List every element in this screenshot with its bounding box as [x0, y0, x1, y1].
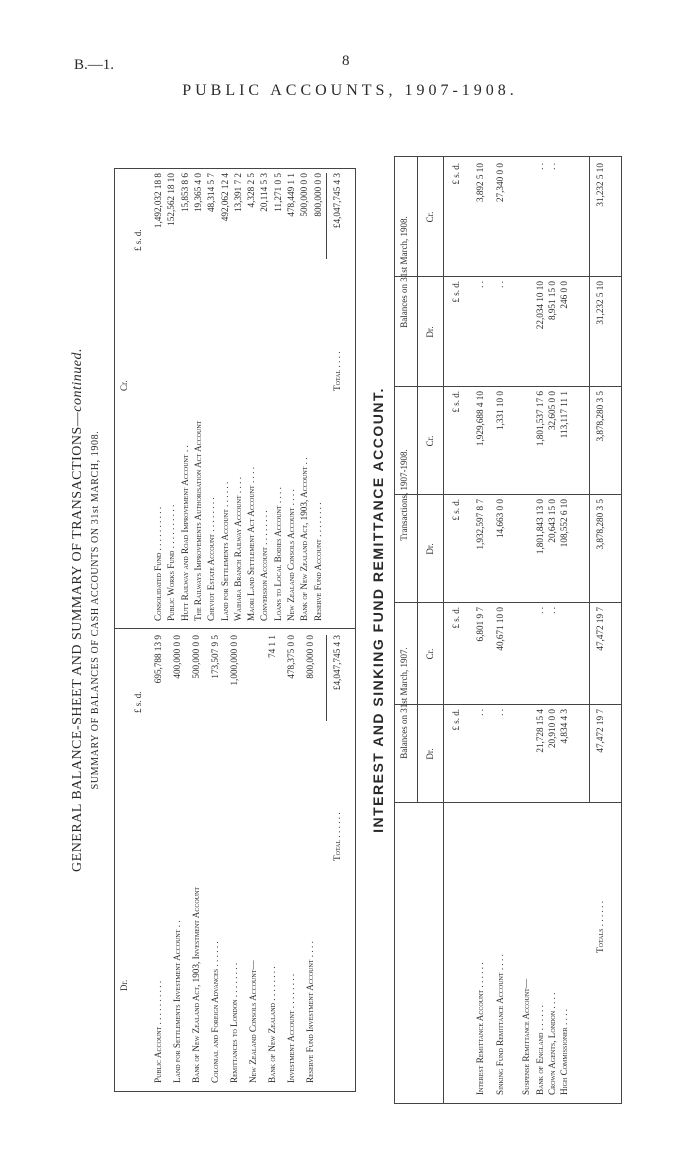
account-value: . .	[547, 607, 557, 614]
cr-account-label: Reserve Fund Account . . . . . . . .	[312, 502, 323, 621]
cr-heading: Cr.	[119, 380, 129, 391]
dr-account-label: New Zealand Consols Account—	[248, 960, 258, 1083]
sub-header: Dr.	[425, 326, 435, 338]
account-value: . .	[495, 709, 505, 716]
account-label: Sinking Fund Remittance Account . . . .	[495, 954, 505, 1095]
cr-total-label: Total . . . .	[332, 351, 342, 391]
dr-account-label: Reserve Fund Investment Account . . . .	[305, 941, 315, 1083]
cr-account-label: Land for Settlements Account . . . . . .	[219, 481, 230, 621]
sub-header: Cr.	[425, 435, 435, 447]
dr-total-amount: £4,047,745 4 3	[332, 635, 342, 691]
interest-fund-title: INTEREST AND SINKING FUND REMITTANCE ACCOUNT.	[370, 387, 386, 833]
account-row	[535, 157, 547, 1103]
cr-account-amount: 1,492,032 18 8	[153, 173, 163, 229]
account-value: 113,117 11 1	[559, 391, 569, 439]
unit-label: £ s. d.	[451, 281, 461, 303]
group-header-transactions: Transactions, 1907-1908.	[399, 449, 409, 541]
cr-account-label: The Railways Improvements Authorisation Act Account	[192, 420, 203, 621]
totals-label: Totals . . . . . .	[595, 900, 605, 953]
cr-account-amount: 152,562 18 10	[166, 173, 177, 226]
group-header-1907: Balances on 31st March, 1907.	[399, 647, 409, 759]
dr-account-amount: 1,000,000 0 0	[229, 635, 239, 686]
dr-account-label: Bank of New Zealand . . . . . . . .	[267, 966, 277, 1083]
account-value: 14,663 0 0	[495, 499, 505, 539]
total-value: 3,878,280 3 5	[595, 499, 605, 550]
account-label: Crown Agents, London . . . .	[547, 992, 557, 1095]
dr-account-label: Bank of New Zealand Act, 1903, Investment Account	[191, 886, 201, 1083]
cr-account-label: Consolidated Fund . . . . . . . . . .	[153, 506, 163, 621]
dr-account-amount: 500,000 0 0	[191, 635, 201, 679]
sub-header: Dr.	[425, 748, 435, 760]
balance-sheet-subtitle: SUMMARY OF BALANCES OF CASH ACCOUNTS ON 31st MARCH, 1908.	[90, 430, 101, 790]
account-value: 246 0 0	[559, 281, 569, 309]
cr-total-amount: £4,047,745 4 3	[332, 173, 342, 229]
cr-account-amount: 11,271 0 5	[272, 173, 283, 212]
account-value: 4,834 4 3	[559, 709, 569, 744]
dr-account-label: Colonial and Foreign Advances . . . . . .	[210, 941, 220, 1083]
dr-account-amount: 478,375 0 0	[286, 635, 296, 679]
total-value: 47,472 19 7	[595, 709, 605, 753]
dr-heading: Dr.	[119, 979, 129, 991]
cr-account-label: Hutt Railway and Road Improvement Account . .	[179, 445, 190, 621]
account-value: 20,643 15 0	[547, 499, 557, 543]
account-label: Interest Remittance Account . . . . . .	[475, 962, 485, 1095]
cr-account-label: Bank of New Zealand Act, 1903, Account . .	[299, 457, 310, 621]
dr-account-amount: 74 1 1	[267, 635, 277, 658]
document-code: B.—1.	[74, 57, 115, 73]
account-row	[559, 157, 571, 1103]
total-value: 47,472 19 7	[595, 607, 605, 651]
account-value: 20,910 0 0	[547, 709, 557, 749]
dr-account-amount: 800,000 0 0	[305, 635, 315, 679]
account-value: 22,034 10 10	[535, 281, 545, 330]
cr-account-label: Loans to Local Bodies Account . . . .	[272, 487, 283, 621]
balance-summary-table	[114, 168, 356, 1092]
page-number: 8	[342, 53, 350, 69]
cr-account-label: Maori Land Settlement Act Account . . . .	[246, 466, 257, 621]
account-value: 21,728 15 4	[535, 709, 545, 753]
account-value: . .	[495, 281, 505, 288]
dr-account-amount: 400,000 0 0	[172, 635, 182, 679]
cr-account-amount: 4,328 2 5	[246, 173, 257, 208]
cr-account-label: Public Works Fund . . . . . . . . . .	[166, 504, 177, 621]
totals-row	[595, 157, 607, 1103]
account-value: 1,929,688 4 10	[475, 391, 485, 447]
account-value: 3,892 5 10	[475, 163, 485, 203]
account-value: . .	[475, 281, 485, 288]
cr-account-amount: 13,391 7 2	[232, 173, 243, 213]
account-label: High Commissioner . . . .	[559, 1008, 569, 1095]
header-rule	[443, 157, 444, 1103]
sub-header: Dr.	[425, 543, 435, 555]
interest-fund-table	[394, 156, 622, 1104]
account-value: 108,552 6 10	[559, 499, 569, 548]
total-value: 31,232 5 10	[595, 163, 605, 207]
balance-sheet-title-text: GENERAL BALANCE-SHEET AND SUMMARY OF TRANSACTIONS—	[70, 411, 85, 872]
cr-account-amount: 48,314 5 7	[206, 173, 217, 213]
sub-header: Cr.	[425, 211, 435, 223]
cr-account-amount: 19,365 4 0	[192, 173, 203, 213]
balance-sheet-title	[70, 110, 86, 1110]
page-title: PUBLIC ACCOUNTS, 1907-1908.	[182, 82, 518, 99]
dr-total-rule	[326, 635, 327, 721]
account-value: . .	[535, 607, 545, 614]
dr-account-label: Land for Settlements Investment Account . .	[172, 920, 182, 1083]
dr-account-label: Remittances to London . . . . . . . .	[229, 962, 239, 1083]
account-value: 40,671 10 0	[495, 607, 505, 651]
dr-account-label: Investment Account . . . . . . . .	[286, 973, 296, 1083]
dr-account-amount: 173,507 9 5	[210, 635, 220, 679]
dr-account-label: Public Account . . . . . . . . . .	[153, 980, 163, 1083]
cr-total-rule	[326, 173, 327, 259]
cr-account-label: Waihara Branch Railway Account . . . .	[232, 477, 243, 621]
cr-account-amount: 15,853 8 6	[179, 173, 190, 213]
cr-account-amount: 500,000 0 0	[299, 173, 310, 217]
account-value: 6,801 9 7	[475, 607, 485, 642]
account-row	[521, 157, 533, 1103]
unit-label: £ s. d.	[451, 709, 461, 731]
cr-account-label: Conversion Account . . . . . . . .	[259, 510, 270, 621]
account-row	[475, 157, 487, 1103]
total-value: 3,878,280 3 5	[595, 391, 605, 442]
account-value: 1,932,597 8 7	[475, 499, 485, 550]
dr-units: £ s. d.	[133, 691, 143, 713]
cr-total-row	[332, 169, 347, 1091]
unit-label: £ s. d.	[451, 499, 461, 521]
account-value: 1,801,843 13 0	[535, 499, 545, 555]
cr-account-amount: 800,000 0 0	[312, 173, 323, 217]
cr-account-amount: 492,062 12 4	[219, 173, 230, 222]
account-label: Bank of England . . . . . .	[535, 1005, 545, 1095]
sub-header: Cr.	[425, 648, 435, 660]
cr-account-label: Cheviot Estate Account . . . . . . . .	[206, 497, 217, 621]
account-value: 1,331 10 0	[495, 391, 505, 431]
account-value: 32,605 0 0	[547, 391, 557, 431]
dr-account-amount: 695,788 13 9	[153, 635, 163, 684]
account-value: 8,951 15 0	[547, 281, 557, 321]
cr-account-row	[313, 169, 328, 1091]
account-value: . .	[535, 163, 545, 170]
account-value: . .	[547, 163, 557, 170]
unit-label: £ s. d.	[451, 607, 461, 629]
account-row	[495, 157, 507, 1103]
header-rule	[417, 157, 418, 803]
cr-account-amount: 20,114 5 3	[259, 173, 270, 212]
dr-total-label: Total . . . . . .	[332, 812, 342, 861]
cr-units: £ s. d.	[133, 229, 143, 251]
account-value: 27,340 0 0	[495, 163, 505, 203]
group-header-1908: Balances on 31st March, 1908.	[399, 216, 409, 328]
unit-label: £ s. d.	[451, 163, 461, 185]
cr-account-amount: 478,449 1 1	[286, 173, 296, 217]
unit-label: £ s. d.	[451, 391, 461, 413]
account-value: 1,801,537 17 6	[535, 391, 545, 447]
account-row	[547, 157, 559, 1103]
account-label: Suspense Remittance Account—	[521, 978, 531, 1095]
rotated-tables	[70, 110, 630, 1110]
account-value: . .	[475, 709, 485, 716]
totals-rule	[589, 157, 590, 803]
balance-sheet-title-suffix: continued.	[70, 348, 85, 412]
total-value: 31,232 5 10	[595, 281, 605, 325]
cr-account-label: New Zealand Consols Account . . . .	[286, 489, 296, 621]
